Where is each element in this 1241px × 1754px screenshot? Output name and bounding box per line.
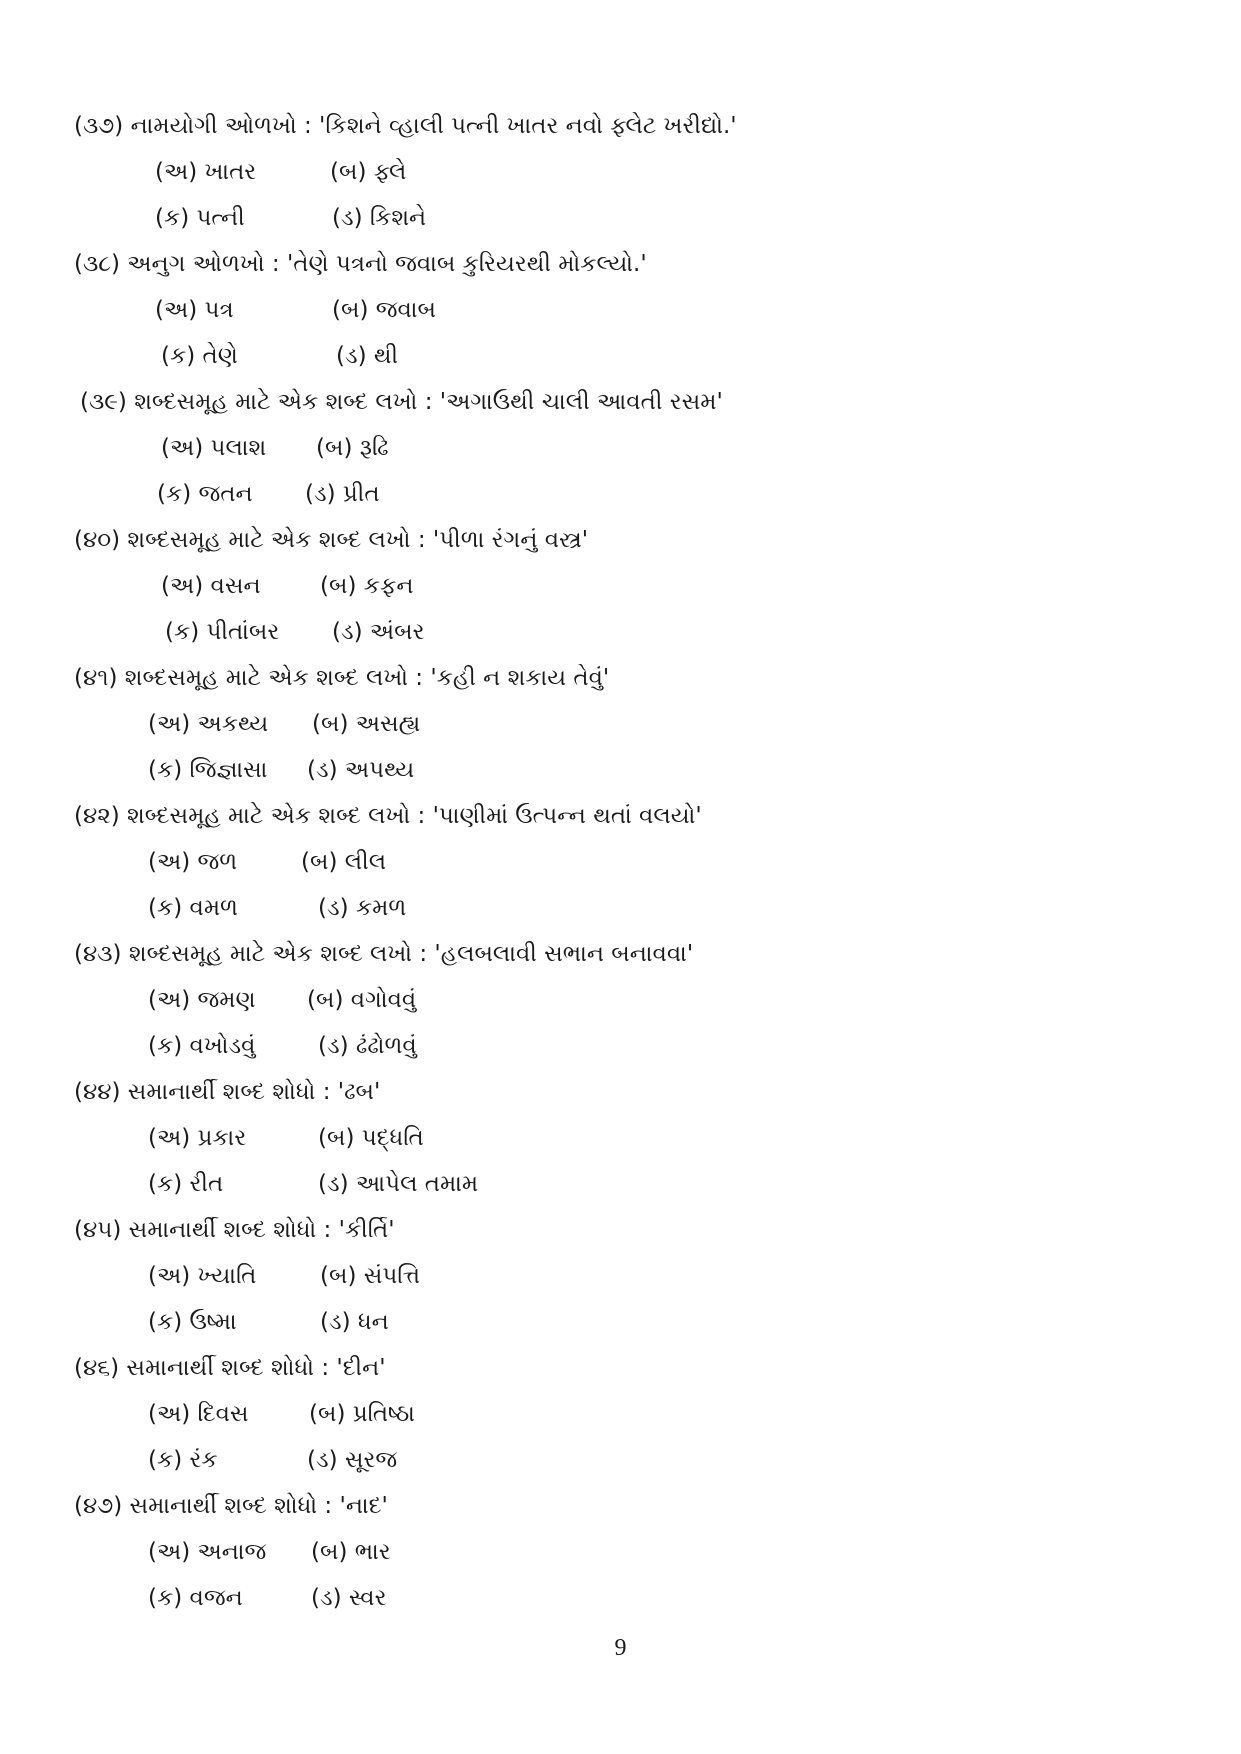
option-45-d: (ડ) ધન [320,1309,389,1335]
option-38-a: (અ) પત્ર [155,297,234,323]
option-39-d: (ડ) પ્રીત [305,481,380,507]
option-41-b: (બ) અસહ્ય [312,711,421,737]
question-number: (૪૫) [74,1217,122,1243]
question-47 [74,1490,388,1522]
question-number: (૪૬) [74,1355,120,1381]
question-44 [74,1076,380,1108]
option-39-b: (બ) રૂઢિ [316,435,389,461]
question-text: નામયોગી ઓળખો : 'કિશને વ્હાલી પત્ની ખાતર નવો ફ્લેટ ખરીદ્યો.' [130,113,737,139]
question-text: સમાનાર્થી શબ્દ શોધો : 'ઢબ' [127,1079,381,1105]
option-42-b: (બ) લીલ [301,849,387,875]
option-44-c: (ક) રીત [148,1171,224,1197]
option-37-b: (બ) ફ્લે [330,159,407,185]
option-40-c: (ક) પીતાંબર [165,619,280,645]
option-43-b: (બ) વગોવવું [307,987,417,1013]
question-number: (૩૯) [80,389,127,415]
option-43-c: (ક) વખોડવું [148,1033,256,1059]
question-text: સમાનાર્થી શબ્દ શોધો : 'કીર્તિ' [128,1217,395,1243]
question-39 [80,386,723,418]
question-number: (૪૭) [74,1493,123,1519]
option-41-d: (ડ) અપથ્ય [307,757,415,783]
option-44-b: (બ) પદ્ધતિ [318,1125,424,1151]
option-42-c: (ક) વમળ [148,895,239,921]
question-text: સમાનાર્થી શબ્દ શોધો : 'નાદ' [129,1493,388,1519]
question-number: (૪૩) [74,941,122,967]
question-number: (૩૭) [74,113,124,139]
option-40-b: (બ) કફન [320,573,414,599]
option-38-d: (ડ) થી [336,343,399,369]
option-42-d: (ડ) કમળ [318,895,407,921]
option-43-a: (અ) જમણ [148,987,256,1013]
option-45-a: (અ) ખ્યાતિ [148,1263,257,1289]
option-46-a: (અ) દિવસ [148,1401,249,1427]
question-37 [74,110,737,142]
option-38-c: (ક) તેણે [161,343,238,369]
option-37-d: (ડ) કિશને [332,205,427,231]
question-38 [74,248,647,280]
question-45 [74,1214,395,1246]
option-37-a: (અ) ખાતર [155,159,257,185]
option-44-d: (ડ) આપેલ તમામ [318,1171,479,1197]
question-number: (૩૮) [74,251,120,277]
option-43-d: (ડ) ઢંઢોળવું [318,1033,417,1059]
option-44-a: (અ) પ્રકાર [148,1125,247,1151]
page-number: 9 [614,1635,627,1661]
option-39-c: (ક) જતન [157,481,253,507]
option-42-a: (અ) જળ [148,849,238,875]
option-47-d: (ડ) સ્વર [311,1585,387,1611]
option-46-c: (ક) રંક [148,1447,218,1473]
question-43 [74,938,693,970]
question-text: શબ્દસમૂહ માટે એક શબ્દ લખો : 'અગાઉથી ચાલી આવતી રસમ' [134,389,723,415]
question-text: શબ્દસમૂહ માટે એક શબ્દ લખો : 'કહી ન શકાય તેવું' [124,665,610,691]
option-37-c: (ક) પત્ની [155,205,245,231]
question-text: શબ્દસમૂહ માટે એક શબ્દ લખો : 'પાણીમાં ઉત્પન્ન થતાં વલયો' [127,803,702,829]
option-45-b: (બ) સંપત્તિ [320,1263,421,1289]
option-47-a: (અ) અનાજ [148,1539,267,1565]
question-40 [74,524,588,556]
question-42 [74,800,702,832]
question-number: (૪૧) [74,665,118,691]
question-number: (૪૨) [74,803,120,829]
option-41-c: (ક) જિજ્ઞાસા [148,757,268,783]
option-41-a: (અ) અકથ્ય [148,711,269,737]
question-41 [74,662,609,694]
option-39-a: (અ) પલાશ [161,435,267,461]
question-number: (૪૪) [74,1079,121,1105]
question-text: શબ્દસમૂહ માટે એક શબ્દ લખો : 'હલબલાવી સભાન બનાવવા' [128,941,694,967]
option-47-c: (ક) વજન [148,1585,243,1611]
option-45-c: (ક) ઉષ્મા [148,1309,237,1335]
option-38-b: (બ) જવાબ [332,297,436,323]
question-text: અનુગ ઓળખો : 'તેણે પત્રનો જવાબ કુરિયરથી મોકલ્યો.' [127,251,647,277]
question-text: શબ્દસમૂહ માટે એક શબ્દ લખો : 'પીળા રંગનું વસ્ત્ર' [127,527,589,553]
option-47-b: (બ) ભાર [311,1539,391,1565]
option-46-d: (ડ) સૂરજ [307,1447,398,1473]
option-40-a: (અ) વસન [161,573,261,599]
question-text: સમાનાર્થી શબ્દ શોધો : 'દીન' [126,1355,386,1381]
question-number: (૪૦) [74,527,121,553]
option-46-b: (બ) પ્રતિષ્ઠા [309,1401,415,1427]
question-46 [74,1352,386,1384]
option-40-d: (ડ) અંબર [332,619,425,645]
